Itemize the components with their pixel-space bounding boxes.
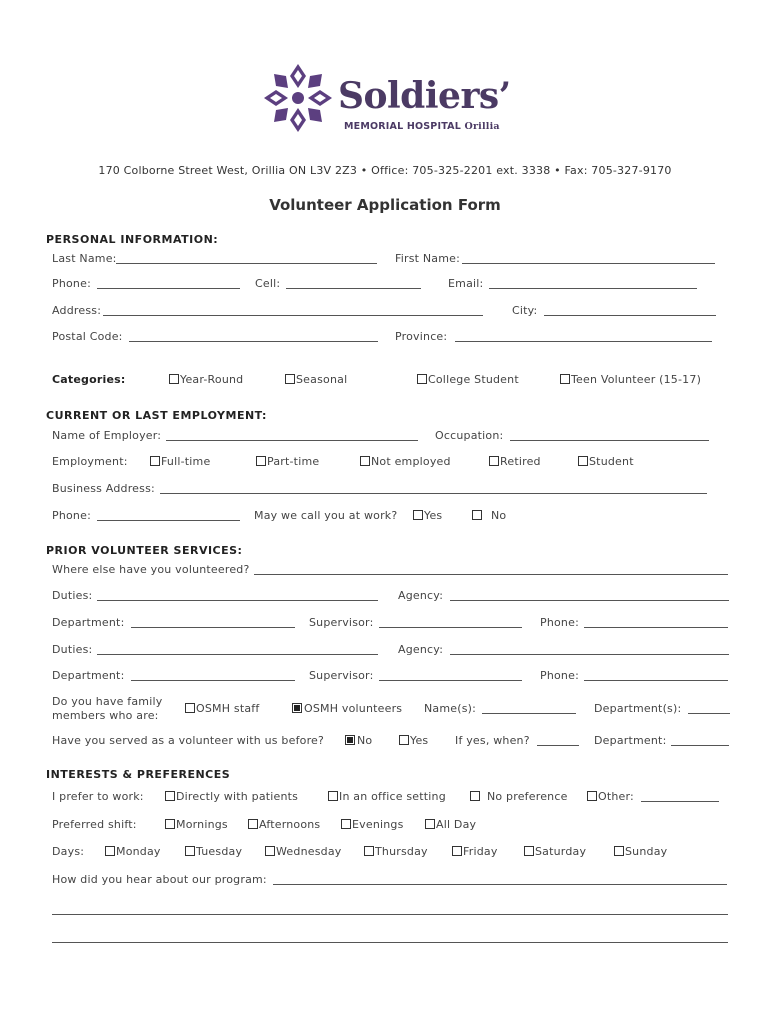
checkbox-served-yes[interactable]	[399, 735, 409, 745]
prefer-office-setting: In an office setting	[339, 790, 446, 803]
employment-type-label: Employment:	[52, 455, 128, 468]
call-yes-label: Yes	[424, 509, 443, 522]
served-yes-label: Yes	[410, 734, 429, 747]
shift-afternoons: Afternoons	[259, 818, 321, 831]
hear-about-field-line2[interactable]	[52, 914, 728, 915]
postal-code-label: Postal Code:	[52, 330, 123, 343]
departments-field[interactable]	[688, 713, 730, 714]
categories-label: Categories:	[52, 373, 126, 386]
work-phone-label: Phone:	[52, 509, 91, 522]
call-at-work-label: May we call you at work?	[254, 509, 398, 522]
employer-label: Name of Employer:	[52, 429, 162, 442]
supervisor-label-2: Supervisor:	[309, 669, 374, 682]
shift-evenings: Evenings	[352, 818, 404, 831]
phone-label: Phone:	[52, 277, 91, 290]
call-no-label: No	[491, 509, 507, 522]
names-field[interactable]	[482, 713, 576, 714]
checkbox-call-no[interactable]	[472, 510, 482, 520]
checkbox-saturday[interactable]	[524, 846, 534, 856]
hear-about-label: How did you hear about our program:	[52, 873, 267, 886]
city-label: City:	[512, 304, 538, 317]
option-part-time: Part-time	[267, 455, 320, 468]
cell-label: Cell:	[255, 277, 281, 290]
logo-subtitle-a: MEMORIAL HOSPITAL	[344, 121, 461, 132]
checkbox-tuesday[interactable]	[185, 846, 195, 856]
checkbox-osmh-staff[interactable]	[185, 703, 195, 713]
duties-field-1[interactable]	[97, 600, 378, 601]
section-heading-prior: PRIOR VOLUNTEER SERVICES:	[46, 544, 243, 557]
last-name-label: Last Name:	[52, 252, 117, 265]
option-student: Student	[589, 455, 634, 468]
business-address-label: Business Address:	[52, 482, 155, 495]
cell-field[interactable]	[286, 288, 421, 289]
checkbox-evenings[interactable]	[341, 819, 351, 829]
family-label-line2: members who are:	[52, 709, 159, 722]
osmh-volunteers-label: OSMH volunteers	[304, 702, 403, 715]
employer-field[interactable]	[166, 440, 418, 441]
postal-code-field[interactable]	[129, 341, 378, 342]
last-name-field[interactable]	[116, 263, 377, 264]
day-saturday: Saturday	[535, 845, 587, 858]
served-department-label: Department:	[594, 734, 667, 747]
prefer-directly-with-patients: Directly with patients	[176, 790, 299, 803]
checkbox-no-preference[interactable]	[470, 791, 480, 801]
checkbox-mornings[interactable]	[165, 819, 175, 829]
option-full-time: Full-time	[161, 455, 211, 468]
names-label: Name(s):	[424, 702, 477, 715]
province-field[interactable]	[455, 341, 712, 342]
hospital-logo-flower-icon	[262, 62, 334, 134]
shift-all-day: All Day	[436, 818, 477, 831]
category-teen-volunteer: Teen Volunteer (15-17)	[571, 373, 702, 386]
occupation-field[interactable]	[510, 440, 709, 441]
supervisor-field-2[interactable]	[379, 680, 522, 681]
department-field-1[interactable]	[131, 627, 295, 628]
checkbox-served-no[interactable]	[345, 735, 355, 745]
category-college-student: College Student	[428, 373, 519, 386]
agency-label-1: Agency:	[398, 589, 444, 602]
checkbox-teen-volunteer[interactable]	[560, 374, 570, 384]
checkbox-osmh-volunteers[interactable]	[292, 703, 302, 713]
checkbox-full-time[interactable]	[150, 456, 160, 466]
department-label-2: Department:	[52, 669, 125, 682]
duties-field-2[interactable]	[97, 654, 378, 655]
day-thursday: Thursday	[375, 845, 428, 858]
where-volunteered-label: Where else have you volunteered?	[52, 563, 250, 576]
checkbox-office-setting[interactable]	[328, 791, 338, 801]
department-label-1: Department:	[52, 616, 125, 629]
checkbox-year-round[interactable]	[169, 374, 179, 384]
checkbox-student[interactable]	[578, 456, 588, 466]
prefer-no-preference: No preference	[487, 790, 568, 803]
section-heading-employment: CURRENT OR LAST EMPLOYMENT:	[46, 409, 267, 422]
phone-field-2[interactable]	[584, 680, 728, 681]
checkbox-wednesday[interactable]	[265, 846, 275, 856]
option-retired: Retired	[500, 455, 541, 468]
served-before-label: Have you served as a volunteer with us before?	[52, 734, 325, 747]
category-seasonal: Seasonal	[296, 373, 348, 386]
city-field[interactable]	[544, 315, 716, 316]
category-year-round: Year-Round	[180, 373, 244, 386]
department-field-2[interactable]	[131, 680, 295, 681]
day-monday: Monday	[116, 845, 161, 858]
email-label: Email:	[448, 277, 484, 290]
if-yes-when-label: If yes, when?	[455, 734, 530, 747]
hear-about-field-line3[interactable]	[52, 942, 728, 943]
option-not-employed: Not employed	[371, 455, 451, 468]
departments-label: Department(s):	[594, 702, 682, 715]
checkbox-sunday[interactable]	[614, 846, 624, 856]
supervisor-label-1: Supervisor:	[309, 616, 374, 629]
duties-label-2: Duties:	[52, 643, 93, 656]
checkbox-afternoons[interactable]	[248, 819, 258, 829]
day-wednesday: Wednesday	[276, 845, 342, 858]
address-field[interactable]	[103, 315, 483, 316]
osmh-staff-label: OSMH staff	[196, 702, 260, 715]
logo-wordmark: Soldiers’	[338, 75, 511, 117]
first-name-field[interactable]	[462, 263, 715, 264]
other-field[interactable]	[641, 801, 719, 802]
address-label: Address:	[52, 304, 102, 317]
form-title: Volunteer Application Form	[269, 196, 501, 214]
prefer-other: Other:	[598, 790, 634, 803]
hear-about-field[interactable]	[273, 884, 727, 885]
first-name-label: First Name:	[395, 252, 461, 265]
phone-label-2: Phone:	[540, 669, 579, 682]
logo-subtitle-b: Orillia	[464, 121, 500, 132]
province-label: Province:	[395, 330, 448, 343]
section-heading-interests: INTERESTS & PREFERENCES	[46, 768, 231, 781]
checkbox-not-employed[interactable]	[360, 456, 370, 466]
section-heading-personal: PERSONAL INFORMATION:	[46, 233, 219, 246]
email-field[interactable]	[489, 288, 697, 289]
checkbox-retired[interactable]	[489, 456, 499, 466]
preferred-shift-label: Preferred shift:	[52, 818, 137, 831]
phone-label-1: Phone:	[540, 616, 579, 629]
checkbox-friday[interactable]	[452, 846, 462, 856]
served-no-label: No	[357, 734, 373, 747]
agency-label-2: Agency:	[398, 643, 444, 656]
checkbox-directly-with-patients[interactable]	[165, 791, 175, 801]
duties-label-1: Duties:	[52, 589, 93, 602]
hospital-address: 170 Colborne Street West, Orillia ON L3V 2Z3 • Office: 705-325-2201 ext. 3338 • Fax: 705-327-9170	[98, 164, 672, 177]
phone-field[interactable]	[97, 288, 240, 289]
supervisor-field-1[interactable]	[379, 627, 522, 628]
work-phone-field[interactable]	[97, 520, 240, 521]
checkbox-thursday[interactable]	[364, 846, 374, 856]
checkbox-part-time[interactable]	[256, 456, 266, 466]
agency-field-1[interactable]	[450, 600, 729, 601]
days-label: Days:	[52, 845, 85, 858]
day-friday: Friday	[463, 845, 498, 858]
checkbox-call-yes[interactable]	[413, 510, 423, 520]
day-tuesday: Tuesday	[196, 845, 243, 858]
phone-field-1[interactable]	[584, 627, 728, 628]
checkbox-all-day[interactable]	[425, 819, 435, 829]
checkbox-other[interactable]	[587, 791, 597, 801]
family-label-line1: Do you have family	[52, 695, 163, 708]
served-department-field[interactable]	[671, 745, 729, 746]
checkbox-seasonal[interactable]	[285, 374, 295, 384]
logo-subtitle	[344, 121, 500, 132]
shift-mornings: Mornings	[176, 818, 228, 831]
occupation-label: Occupation:	[435, 429, 504, 442]
checkbox-monday[interactable]	[105, 846, 115, 856]
prefer-to-work-label: I prefer to work:	[52, 790, 144, 803]
where-volunteered-field[interactable]	[254, 574, 728, 575]
day-sunday: Sunday	[625, 845, 668, 858]
if-yes-when-field[interactable]	[537, 745, 579, 746]
agency-field-2[interactable]	[450, 654, 729, 655]
checkbox-college-student[interactable]	[417, 374, 427, 384]
business-address-field[interactable]	[160, 493, 707, 494]
